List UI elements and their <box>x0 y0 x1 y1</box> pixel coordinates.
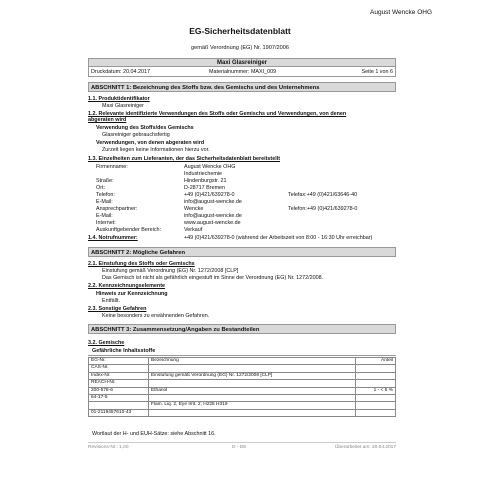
table-header-row <box>89 372 396 379</box>
document-meta-row <box>88 67 396 77</box>
s21-title: 2.1. Einstufung des Stoffs oder Gemischs <box>88 261 195 267</box>
col-name-header: Bezeichnung <box>149 358 356 365</box>
supplier-value: D-28717 Bremen <box>184 185 226 191</box>
supplier-label: Ort: <box>96 185 105 191</box>
discouraged-label: Verwendungen, von denen abgeraten wird <box>96 140 205 146</box>
hazardous-ingredients-table <box>88 357 396 417</box>
s14-value: +49 (0)421/639278-0 (während der Arbeitszeit von 8:00 - 16:30 Uhr erreichbar) <box>184 235 373 241</box>
footer-rule <box>88 442 396 443</box>
use-label: Verwendung des Stoffs/des Gemischs <box>96 125 194 131</box>
page-code: D - DE <box>232 445 247 450</box>
section-2-heading: ABSCHNITT 2: Mögliche Gefahren <box>88 247 396 257</box>
h-statements-note: Wortlaut der H- und EUH-Sätze: siehe Abschnitt 16. <box>92 431 216 437</box>
product-name-box: Maxi Glasreiniger <box>88 58 396 67</box>
use-value: Glasreiniger gebrauchsfertig <box>102 132 170 138</box>
ingredients-title: Gefährliche Inhaltsstoffe <box>92 348 156 354</box>
col-cas-header: CAS-Nr. <box>89 365 149 372</box>
supplier-extra: Telefax:+49 (0)421/63646-40 <box>288 192 358 198</box>
s11-title: 1.1. Produktidentifikator <box>88 96 150 102</box>
s22-title: 2.2. Kennzeichnungselemente <box>88 283 165 289</box>
supplier-extra: Telefon:+49 (0)421/639278-0 <box>288 206 358 212</box>
supplier-value: Verkauf <box>184 227 203 233</box>
supplier-label: Telefon: <box>96 192 115 198</box>
supplier-value: +49 (0)421/639278-0 <box>184 192 235 198</box>
col-classification-header: Einstufung gemäß Verordnung (EG) Nr. 1272/2008 [CLP] <box>149 372 356 379</box>
supplier-label: Straße: <box>96 178 114 184</box>
ethanol-cas: 64-17-5 <box>89 395 149 402</box>
supplier-label: Auskunftgebender Bereich: <box>96 227 162 233</box>
ethanol-classification: Flam. Liq. 2, Eye Irrit. 2; H225 H319 <box>149 402 356 409</box>
table-rule <box>88 355 396 356</box>
col-share-header: Anteil <box>356 358 396 365</box>
ethanol-ec: 200-578-6 <box>89 387 149 394</box>
section-1-heading: ABSCHNITT 1: Bezeichnung des Stoffs bzw. des Gemischs und des Unternehmens <box>88 82 396 92</box>
s21-line1: Einstufung gemäß Verordnung (EG) Nr. 1272/2008 [CLP] <box>102 268 239 274</box>
revision-date: Überarbeitet am: 20.04.2017 <box>334 445 396 450</box>
s32-title: 3.2. Gemische <box>88 340 125 346</box>
table-row <box>89 402 396 409</box>
signal-label: Hinweis zur Kennzeichnung <box>96 291 168 297</box>
supplier-value: August Wencke OHG <box>184 164 236 170</box>
supplier-label: Ansprechpartner: <box>96 206 138 212</box>
s12-title-line2: abgeraten wird <box>88 117 127 123</box>
col-ec-header: EG-Nr. <box>89 358 149 365</box>
col-index-header: Index-Nr. <box>89 372 149 379</box>
print-date: Druckdatum: 20.04.2017 <box>91 69 151 75</box>
table-row <box>89 395 396 402</box>
supplier-value: Wencke <box>184 206 204 212</box>
supplier-value: info@august-wencke.de <box>184 199 242 205</box>
s13-title: 1.3. Einzelheiten zum Lieferanten, der das Sicherheitsdatenblatt bereitstellt <box>88 156 281 162</box>
material-number: Materialnummer: MAXI_009 <box>209 69 277 75</box>
discouraged-value: Zurzeit liegen keine Informationen hierzu vor. <box>102 147 210 153</box>
page-indicator: Seite 1 von 6 <box>361 69 393 75</box>
s11-value: Maxi Glasreiniger <box>102 103 144 109</box>
table-header-row <box>89 380 396 387</box>
table-header-row <box>89 358 396 365</box>
table-row <box>89 387 396 394</box>
supplier-value: www.august-wencke.de <box>184 220 241 226</box>
supplier-label: E-Mail: <box>96 213 113 219</box>
s14-title: 1.4. Notrufnummer: <box>88 235 138 241</box>
supplier-label: Internet: <box>96 220 116 226</box>
ethanol-index <box>89 402 149 409</box>
revision-number: Revisions-Nr.: 1,00 <box>88 445 129 450</box>
s21-line2: Das Gemisch ist nicht als gefährlich eingestuft im Sinne der Verordnung (EG) Nr. 1272/2008. <box>102 275 324 281</box>
table-row <box>89 409 396 416</box>
supplier-value: Hindenburgstr. 21 <box>184 178 227 184</box>
document-title: EG-Sicherheitsdatenblatt <box>189 26 291 36</box>
s12-title-line1: 1.2. Relevante identifizierte Verwendungen des Stoffs oder Gemischs und Verwendungen, von denen <box>88 111 347 117</box>
col-reach-header: REACH-Nr. <box>89 380 149 387</box>
section-3-heading: ABSCHNITT 3: Zusammensetzung/Angaben zu Bestandteilen <box>88 324 396 334</box>
s23-title: 2.3. Sonstige Gefahren <box>88 306 147 312</box>
ethanol-name: Ethanol <box>149 387 356 394</box>
ethanol-reach: 01-2119457610-43 <box>89 409 149 416</box>
s23-value: Keine besonders zu erwähnenden Gefahren. <box>102 313 210 319</box>
supplier-label: E-Mail: <box>96 199 113 205</box>
supplier-value: info@august-wencke.de <box>184 213 242 219</box>
supplier-label: Firmenname: <box>96 164 128 170</box>
company-name: August Wencke OHG <box>370 9 433 16</box>
ethanol-share: 1 - < 5 % <box>356 387 396 394</box>
supplier-value: Industriechemie <box>184 171 223 177</box>
table-header-row <box>89 365 396 372</box>
regulation-line: gemäß Verordnung (EG) Nr. 1907/2006 <box>191 45 289 51</box>
signal-value: Entfällt. <box>102 298 120 304</box>
